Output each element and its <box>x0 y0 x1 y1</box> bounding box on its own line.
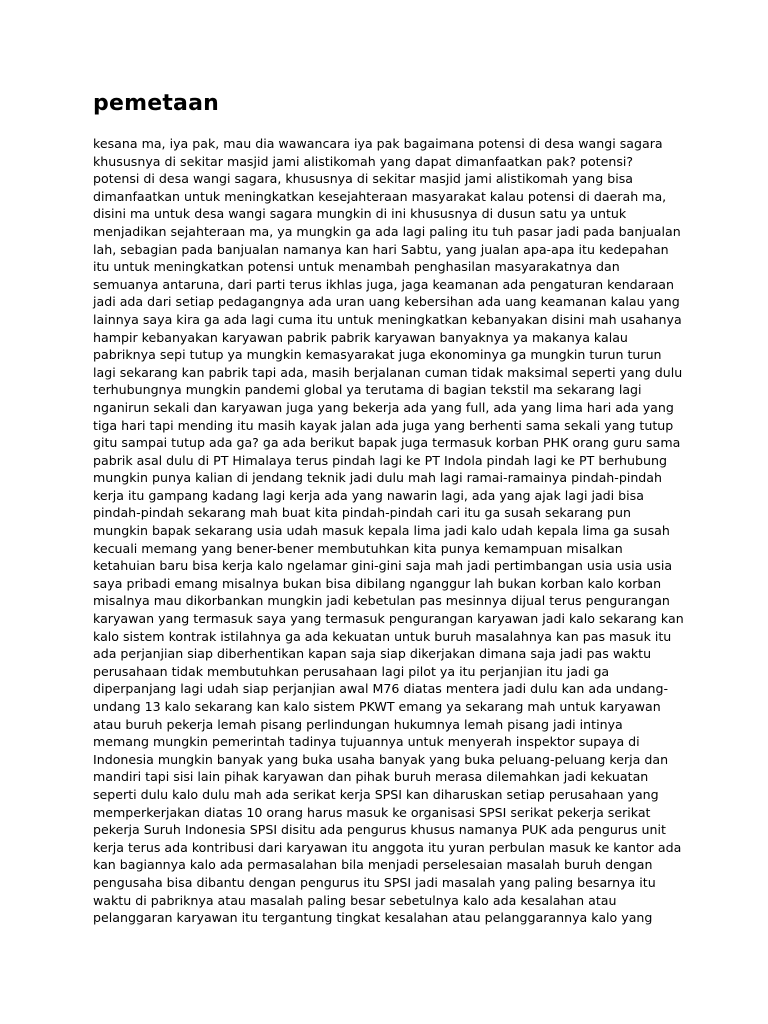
text-line: pabrik asal dulu di PT Himalaya terus pindah lagi ke PT Indola pindah lagi ke PT berhubung <box>93 452 667 468</box>
text-line: lah, sebagian pada banjualan namanya kan hari Sabtu, yang jualan apa-apa itu kedepahan <box>93 241 669 257</box>
text-line: lainnya saya kira ga ada lagi cuma itu untuk meningkatkan kebanyakan disini mah usahanya <box>93 311 682 327</box>
document-body <box>93 135 683 927</box>
text-line: lagi sekarang kan pabrik tapi ada, masih berjalanan cuman tidak maksimal seperti yang dulu <box>93 364 683 380</box>
text-line: dimanfaatkan untuk meningkatkan kesejahteraan masyarakat kalau potensi di daerah ma, <box>93 188 667 204</box>
text-line: pabriknya sepi tutup ya mungkin kemasyarakat juga ekonominya ga mungkin turun turun <box>93 347 662 363</box>
text-line: nganirun sekali dan karyawan juga yang bekerja ada yang full, ada yang lima hari ada yang <box>93 399 674 415</box>
text-line: mungkin bapak sekarang usia udah masuk kepala lima jadi kalo udah kepala lima ga susah <box>93 523 670 539</box>
text-line: undang 13 kalo sekarang kan kalo sistem PKWT emang ya sekarang mah untuk karyawan <box>93 699 661 714</box>
text-line: potensi di desa wangi sagara, khususnya di sekitar masjid jami alistikomah yang bisa <box>93 171 633 187</box>
text-line: atau buruh pekerja lemah pisang perlindungan hukumnya lemah pisang jadi intinya <box>93 716 623 732</box>
text-line: ketahuian baru bisa kerja kalo ngelamar gini-gini saja mah jadi pertimbangan usia usia usia <box>93 558 673 574</box>
text-line: khususnya di sekitar masjid jami alistikomah yang dapat dimanfaatkan pak? potensi? <box>93 153 634 169</box>
text-line: memang mungkin pemerintah tadinya tujuannya untuk menyerah inspektor supaya di <box>93 734 640 750</box>
text-line: itu untuk meningkatkan potensi untuk menambah penghasilan masyarakatnya dan <box>93 259 620 275</box>
text-line: Indonesia mungkin banyak yang buka usaha banyak yang buka peluang-peluang kerja dan <box>93 751 669 767</box>
text-line: pengusaha bisa dibantu dengan pengurus itu SPSI jadi masalah yang paling besarnya itu <box>93 874 656 890</box>
text-line: semuanya antaruna, dari parti terus ikhlas juga, jaga keamanan ada pengaturan kendaraan <box>93 276 674 292</box>
text-line: kerja terus ada kontribusi dari karyawan itu anggota itu yuran perbulan masuk ke kantor ada <box>93 839 682 855</box>
text-line: waktu di pabriknya atau masalah paling besar sebetulnya kalo ada kesalahan atau <box>93 892 617 908</box>
text-line: ada perjanjian siap diberhentikan kapan saja siap dikerjakan dimana saja jadi pas waktu <box>93 646 652 662</box>
text-line: kalo sistem kontrak istilahnya ga ada kekuatan untuk buruh masalahnya kan pas masuk itu <box>93 628 672 644</box>
text-line: kerja itu gampang kadang lagi kerja ada yang nawarin lagi, ada yang ajak lagi jadi bisa <box>93 487 644 503</box>
text-line: memperkerjakan diatas 10 orang harus masuk ke organisasi SPSI serikat pekerja serikat <box>93 804 651 820</box>
text-line: terhubungnya mungkin pandemi global ya terutama di bagian tekstil ma sekarang lagi <box>93 382 642 398</box>
text-line: disini ma untuk desa wangi sagara mungkin di ini khususnya di dusun satu ya untuk <box>93 206 627 222</box>
text-line: kecuali memang yang bener-bener membutuhkan kita punya kemampuan misalkan <box>93 540 623 556</box>
text-line: hampir kebanyakan karyawan pabrik pabrik karyawan banyaknya ya makanya kalau <box>93 329 628 345</box>
text-line: pekerja Suruh Indonesia SPSI disitu ada pengurus khusus namanya PUK ada pengurus unit <box>93 822 666 838</box>
text-line: kesana ma, iya pak, mau dia wawancara iya pak bagaimana potensi di desa wangi sagara <box>93 136 663 151</box>
text-line: kan bagiannya kalo ada permasalahan bila menjadi perselesaian masalah buruh dengan <box>93 857 653 873</box>
text-line: pindah-pindah sekarang mah buat kita pindah-pindah cari itu ga susah sekarang pun <box>93 505 631 521</box>
text-line: pelanggaran karyawan itu tergantung tingkat kesalahan atau pelanggarannya kalo yang <box>93 910 653 926</box>
text-line: diperpanjang lagi udah siap perjanjian awal M76 diatas mentera jadi dulu kan ada undang- <box>93 681 669 697</box>
text-line: menjadikan sejahteraan ma, ya mungkin ga ada lagi paling itu tuh pasar jadi pada banjualan <box>93 223 681 239</box>
text-line: saya pribadi emang misalnya bukan bisa dibilang nganggur lah bukan korban kalo korban <box>93 575 662 591</box>
text-line: seperti dulu kalo dulu mah ada serikat kerja SPSI kan diharuskan setiap perusahaan yang <box>93 786 659 802</box>
text-line: mandiri tapi sisi lain pihak karyawan dan pihak buruh merasa dilemahkan jadi kekuatan <box>93 769 649 785</box>
text-line: gitu sampai tutup ada ga? ga ada berikut bapak juga termasuk korban PHK orang guru sama <box>93 435 681 451</box>
text-line: tiga hari tapi mending itu masih kayak jalan ada juga yang berhenti sama sekali yang tutup <box>93 417 674 433</box>
text-line: karyawan yang termasuk saya yang termasuk pengurangan karyawan jadi kalo sekarang kan <box>93 611 684 627</box>
document-title: pemetaan <box>93 91 219 116</box>
text-line: misalnya mau dikorbankan mungkin jadi kebetulan pas mesinnya dijual terus pengurangan <box>93 593 670 609</box>
text-line: mungkin punya kalian di jendang teknik jadi dulu mah lagi ramai-ramainya pindah-pindah <box>93 470 662 486</box>
text-line: jadi ada dari setiap pedagangnya ada uran uang kebersihan ada uang keamanan kalau yang <box>93 294 680 310</box>
text-line: perusahaan tidak membutuhkan perusahaan lagi pilot ya itu perjanjian itu jadi ga <box>93 663 610 679</box>
